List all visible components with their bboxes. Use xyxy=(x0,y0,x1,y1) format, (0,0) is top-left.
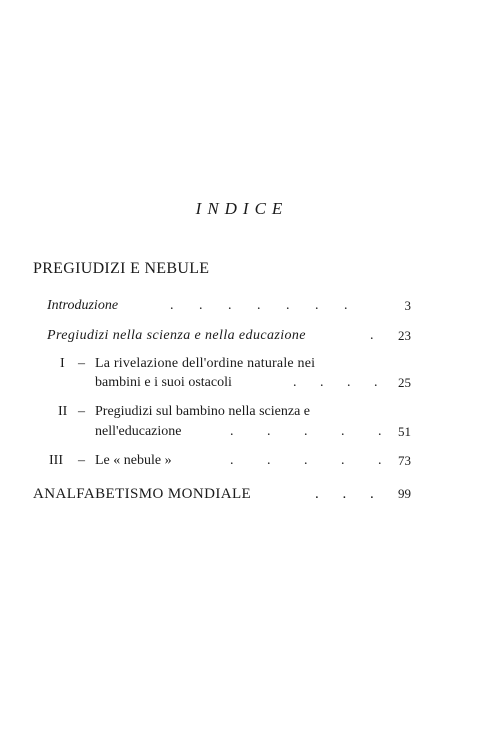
chapter-numeral: III xyxy=(49,453,63,468)
chapter-numeral: I xyxy=(60,356,65,371)
dot-leader: . . . . . . . xyxy=(170,298,348,313)
dot-leader: . . . . xyxy=(293,375,378,390)
chapter-numeral: II xyxy=(58,404,68,419)
chapter-dash: – xyxy=(78,453,85,468)
toc-entry-title-line1: Le « nebule » xyxy=(95,453,172,468)
toc-entry-title-line1: Pregiudizi sul bambino nella scienza e xyxy=(95,404,310,419)
dot-leader: . xyxy=(370,328,374,343)
page-number: 51 xyxy=(398,424,411,439)
toc-entry-title-line2: bambini e i suoi ostacoli xyxy=(95,375,232,390)
toc-entry-title-line2: nell'educazione xyxy=(95,424,182,439)
toc-entry-title: Pregiudizi nella scienza e nella educazione xyxy=(47,328,306,343)
section-title-pregiudizi-e-nebule: PREGIUDIZI E NEBULE xyxy=(33,260,210,277)
dot-leader: . . . . . xyxy=(230,424,382,439)
chapter-dash: – xyxy=(78,356,85,371)
index-heading: INDICE xyxy=(195,199,289,218)
toc-entry-title-line1: La rivelazione dell'ordine naturale nei xyxy=(95,356,316,371)
page-number: 23 xyxy=(398,328,411,343)
page-number: 99 xyxy=(398,486,411,501)
page-number: 73 xyxy=(398,453,411,468)
chapter-dash: – xyxy=(78,404,85,419)
section-title-analfabetismo-mondiale: ANALFABETISMO MONDIALE xyxy=(33,486,252,502)
toc-entry-title: Introduzione xyxy=(47,298,119,313)
dot-leader: . . . xyxy=(315,486,374,502)
dot-leader: . . . . . xyxy=(230,453,382,468)
page-number: 3 xyxy=(404,298,411,313)
page-number: 25 xyxy=(398,375,411,390)
